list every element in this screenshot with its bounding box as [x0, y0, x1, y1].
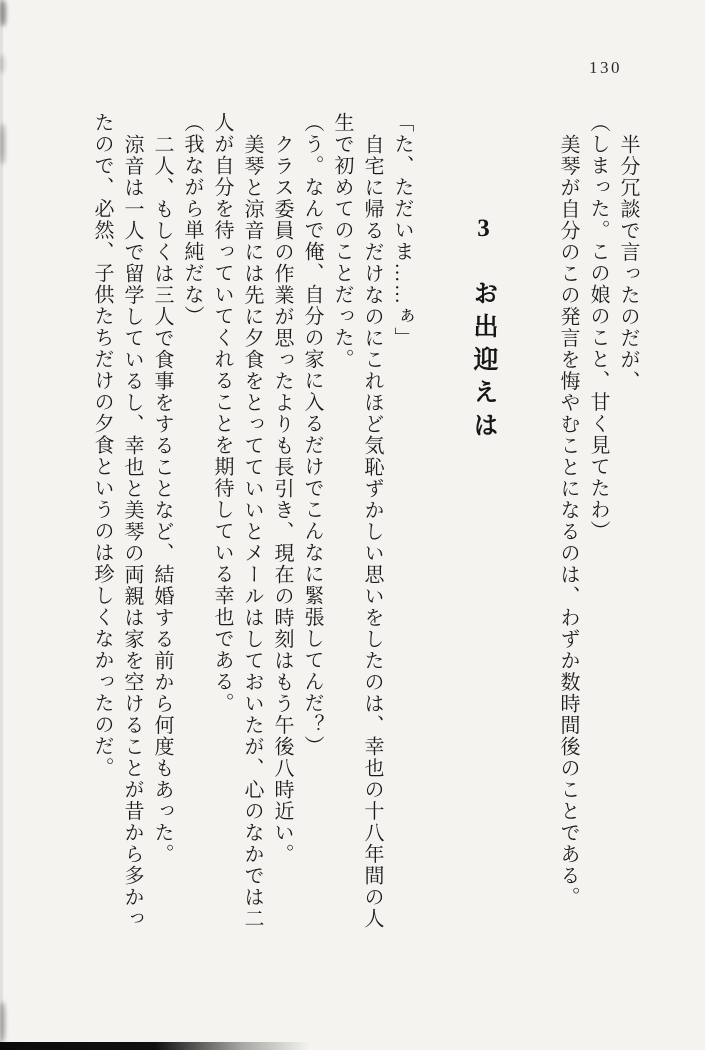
chapter-heading [463, 112, 503, 937]
paragraph: 涼音は一人で留学しているし、幸也と美琴の両親は家を空けることが昔から多かったので、必然、子供たちだけの夕食というのは珍しくなかったのだ。 [91, 112, 143, 930]
paragraph: クラス委員の作業が思ったよりも長引き、現在の時刻はもう午後八時近い。 [271, 134, 293, 865]
scan-smudge [0, 55, 4, 73]
paragraph-parenthetical: （しまった。この娘のこと、甘く見てたわ） [587, 112, 609, 542]
chapter-number: 3 [470, 215, 497, 250]
scan-smudge [0, 124, 5, 164]
vertical-text-block [87, 112, 643, 937]
page-number: 130 [589, 58, 622, 77]
chapter-title: お出迎えは [470, 280, 497, 446]
paragraph-dialogue: 「た、ただいま……ぁ」 [391, 112, 413, 349]
scan-edge-shadow-bottom [0, 1042, 310, 1050]
paragraph-parenthetical: （う。なんで俺、自分の家に入るだけでこんなに緊張してんだ？） [301, 112, 323, 757]
paragraph: 美琴と涼音には先に夕食をとってていいとメールはしておいたが、心のなかでは二人が自分を待っていてくれることを期待している幸也である。 [211, 112, 263, 930]
scan-smudge [0, 0, 6, 26]
paragraph: 半分冗談で言ったのだが、 [617, 134, 639, 392]
paragraph-parenthetical: （我ながら単純だな） [181, 112, 203, 327]
paragraph: 美琴が自分のこの発言を悔やむことになるのは、わずか数時間後のことである。 [557, 134, 579, 908]
paragraph: 二人、もしくは三人で食事をすることなど、結婚する前から何度もあった。 [151, 134, 173, 865]
paragraph: 自宅に帰るだけなのにこれほど気恥ずかしい思いをしたのは、幸也の十八年間の人生で初めてのことだった。 [331, 112, 383, 930]
scan-smudge [0, 1002, 5, 1042]
